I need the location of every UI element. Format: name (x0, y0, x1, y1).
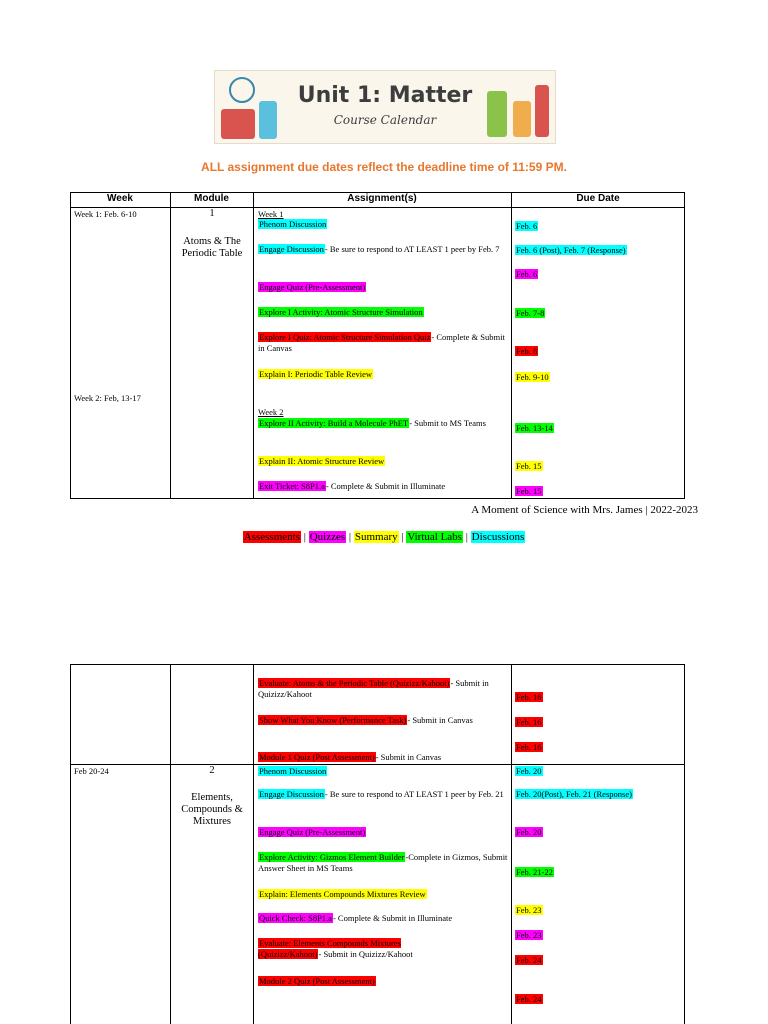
legend-virtual-labs: Virtual Labs (407, 531, 462, 543)
legend-summary: Summary (354, 531, 398, 543)
assignment-item: Evaluate: Elements Compounds Mixtures (Quizizz/Kahoot)- Submit in Quizizz/Kahoot (258, 938, 413, 959)
deadline-notice: ALL assignment due dates reflect the deadline time of 11:59 PM. (201, 160, 567, 174)
legend-discussions: Discussions (471, 531, 525, 543)
assignment-item: Explain II: Atomic Structure Review (259, 456, 385, 466)
due-date: Feb. 16 (516, 742, 542, 752)
due-date: Feb. 9-10 (516, 372, 549, 382)
assignment-item: Quick Check: S8P1.a- Complete & Submit in Illuminate (259, 913, 453, 923)
week-label: Week 1: Feb. 6-10 (74, 209, 137, 219)
banner-title: Unit 1: Matter (297, 83, 473, 108)
page-footer: A Moment of Science with Mrs. James | 2022-2023 (471, 504, 698, 516)
assignment-item: Engage Discussion- Be sure to respond to AT LEAST 1 peer by Feb. 21 (259, 789, 504, 799)
week-label: Week 2: Feb, 13-17 (74, 393, 141, 403)
assignment-item: Exit Ticket: S8P1.a- Complete & Submit in Illuminate (259, 481, 446, 491)
due-date: Feb. 21-22 (516, 867, 553, 877)
week-heading: Week 2 (258, 407, 284, 417)
due-date: Feb. 24 (516, 994, 542, 1004)
assignment-item: Engage Quiz (Pre-Assessment) (259, 282, 366, 292)
module-title: Atoms & The Periodic Table (181, 236, 243, 259)
legend-quizzes: Quizzes (309, 531, 346, 543)
assignment-item: Phenom Discussion (259, 219, 327, 229)
week-label: Feb 20-24 (74, 766, 109, 776)
due-date: Feb. 15 (516, 461, 542, 471)
due-date: Feb. 6 (Post), Feb. 7 (Response) (516, 245, 626, 255)
assignment-item: Explore I Quiz: Atomic Structure Simulation Quiz- Complete & Submit in Canvas (258, 332, 505, 353)
color-legend: Assessments | Quizzes | Summary | Virtual Labs | Discussions (243, 531, 525, 543)
assignment-item: Explore Activity: Gizmos Element Builder-Complete in Gizmos, Submit Answer Sheet in MS Teams (258, 852, 508, 873)
assignment-item: Module 1 Quiz (Post Assessment)- Submit in Canvas (259, 752, 442, 762)
assignment-item: Explain: Elements Compounds Mixtures Review (259, 889, 426, 899)
assignment-item: Explore II Activity: Build a Molecule PhET- Submit to MS Teams (259, 418, 486, 428)
course-banner (214, 70, 556, 144)
assignment-item: Module 2 Quiz (Post Assessment) (259, 976, 375, 986)
due-date: Feb. 16 (516, 717, 542, 727)
due-date: Feb. 20 (516, 766, 542, 776)
assignment-item: Explain I: Periodic Table Review (259, 369, 373, 379)
module-number: 1 (209, 208, 215, 219)
due-date: Feb. 23 (516, 930, 542, 940)
due-date: Feb. 7-8 (516, 308, 545, 318)
due-date: Feb. 20 (516, 827, 542, 837)
legend-assessments: Assessments (243, 531, 300, 543)
banner-subtitle: Course Calendar (333, 113, 437, 127)
assignment-item: Evaluate: Atoms & the Periodic Table (Quizizz/Kahoot)- Submit in Quizizz/Kahoot (258, 678, 489, 699)
due-date: Feb. 13-14 (516, 423, 553, 433)
assignment-item: Engage Discussion- Be sure to respond to AT LEAST 1 peer by Feb. 7 (259, 244, 500, 254)
module-title: Elements, Compounds & Mixtures (181, 792, 243, 827)
week-heading: Week 1 (258, 209, 284, 219)
due-date: Feb. 16 (516, 692, 542, 702)
assignment-item: Engage Quiz (Pre-Assessment) (259, 827, 366, 837)
header-week: Week (107, 193, 133, 204)
due-date: Feb. 8 (516, 346, 538, 356)
due-date: Feb. 23 (516, 905, 542, 915)
due-date: Feb. 20(Post), Feb. 21 (Response) (516, 789, 632, 799)
due-date: Feb. 6 (516, 221, 538, 231)
assignment-item: Phenom Discussion (259, 766, 327, 776)
module-number: 2 (209, 765, 215, 776)
due-date: Feb. 6 (516, 269, 538, 279)
due-date: Feb. 15 (516, 486, 542, 496)
assignment-item: Explore I Activity: Atomic Structure Simulation (259, 307, 423, 317)
assignment-item: Show What You Know (Performance Task)- Submit in Canvas (259, 715, 473, 725)
due-date: Feb. 24 (516, 955, 542, 965)
header-due-date: Due Date (576, 193, 620, 204)
header-module: Module (194, 193, 229, 204)
header-assignments: Assignment(s) (347, 193, 417, 204)
